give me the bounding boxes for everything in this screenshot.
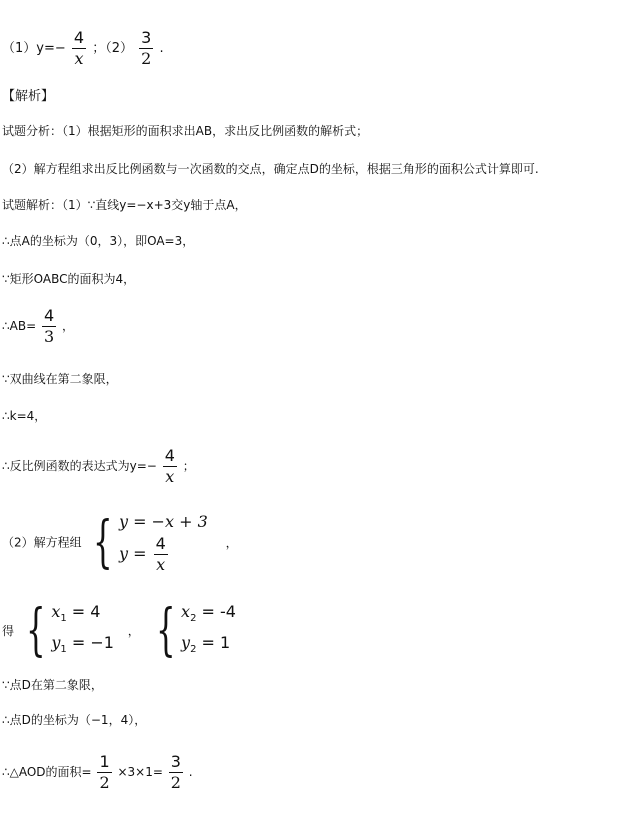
solution-line-5: ∵双曲线在第二象限， [2, 372, 118, 386]
system-row-2 [119, 534, 208, 575]
line4-suffix: ， [61, 319, 74, 333]
solution-line-10: ∵点D在第二象限， [2, 678, 103, 692]
fraction-numerator: 3 [141, 28, 152, 47]
fraction-numerator: 4 [43, 306, 55, 325]
solution1-y [51, 631, 114, 662]
subscript: 1 [60, 613, 67, 625]
analysis-line-1: 试题分析：（1）根据矩形的面积求出AB，求出反比例函数的解析式； [2, 124, 369, 138]
solution-line-2: ∴点A的坐标为（0，3），即OA=3， [2, 234, 195, 248]
solution-line-6: ∴k=4， [2, 409, 47, 423]
fraction-denominator: x [74, 49, 84, 68]
system-row-1 [119, 510, 208, 534]
line7-prefix: ∴反比例函数的表达式为y=− [2, 459, 157, 473]
answer-separator: ；（2） [92, 41, 133, 56]
value: = 1 [196, 633, 231, 653]
subscript: 2 [190, 613, 197, 625]
solution1-x [51, 600, 114, 631]
equation-system [119, 510, 208, 575]
system-eq-2-left: y = [118, 544, 147, 563]
fraction-numerator: 4 [164, 446, 175, 465]
line7-suffix: ； [182, 459, 195, 473]
analysis-heading: 【解析】 [2, 89, 55, 104]
fraction-denominator: x [156, 555, 166, 574]
solution-line-11: ∴点D的坐标为（−1，4）， [2, 713, 147, 727]
solution-line-12 [2, 752, 193, 793]
solution-line-9 [2, 600, 236, 662]
fraction-denominator: x [165, 467, 175, 486]
line8-suffix: ， [225, 535, 238, 550]
line12-middle: ×3×1= [117, 765, 163, 779]
line4-prefix: ∴AB= [2, 319, 37, 333]
solution-line-4 [2, 306, 74, 347]
solution-line-8 [2, 510, 238, 575]
answer-line [2, 28, 164, 69]
value: = -4 [196, 602, 236, 621]
left-brace: { [93, 509, 114, 575]
var-y: y [51, 633, 61, 653]
line12-suffix: . [188, 765, 193, 779]
subscript: 2 [190, 644, 197, 656]
fraction-denominator: 3 [43, 327, 55, 346]
answer-part2-fraction [139, 28, 153, 69]
function-fraction [163, 446, 177, 487]
fraction-denominator: 2 [141, 49, 152, 68]
subscript: 1 [60, 644, 67, 656]
answer-end: . [159, 41, 164, 56]
fraction-numerator: 4 [73, 28, 85, 47]
var-x: x [51, 602, 61, 621]
var-x: x [181, 602, 191, 621]
left-brace: { [25, 598, 46, 664]
solution2-x [181, 600, 236, 631]
solution-line-1: 试题解析：（1）∵直线y=−x+3交y轴于点A， [2, 198, 247, 212]
system-eq-1: y = −x + 3 [118, 512, 208, 531]
solution2-y [181, 631, 236, 662]
ab-fraction [42, 306, 56, 347]
fraction-denominator: 2 [99, 773, 110, 792]
left-brace: { [155, 598, 176, 664]
system-fraction [154, 534, 168, 575]
solutions-separator: ， [127, 624, 140, 639]
solution-set-1 [51, 600, 114, 662]
answer-part1-prefix: （1）y=− [2, 41, 66, 56]
answer-part1-fraction [72, 28, 86, 69]
fraction-numerator: 1 [99, 752, 110, 771]
fraction-numerator: 3 [170, 752, 181, 771]
var-y: y [181, 633, 191, 653]
fraction-denominator: 2 [170, 773, 181, 792]
area-fraction-2 [169, 752, 183, 793]
line12-prefix: ∴△AOD的面积= [2, 765, 92, 779]
value: = −1 [66, 633, 114, 653]
analysis-line-2: （2）解方程组求出反比例函数与一次函数的交点，确定点D的坐标，根据三角形的面积公式计算即可. [2, 162, 539, 176]
value: = 4 [66, 602, 101, 621]
fraction-numerator: 4 [155, 534, 166, 553]
area-fraction-1 [97, 752, 111, 793]
solution-set-2 [181, 600, 236, 662]
line9-prefix: 得 [2, 624, 15, 639]
solution-line-7 [2, 446, 195, 487]
solution-line-3: ∵矩形OABC的面积为4， [2, 272, 136, 286]
line8-prefix: （2）解方程组 [2, 535, 82, 550]
